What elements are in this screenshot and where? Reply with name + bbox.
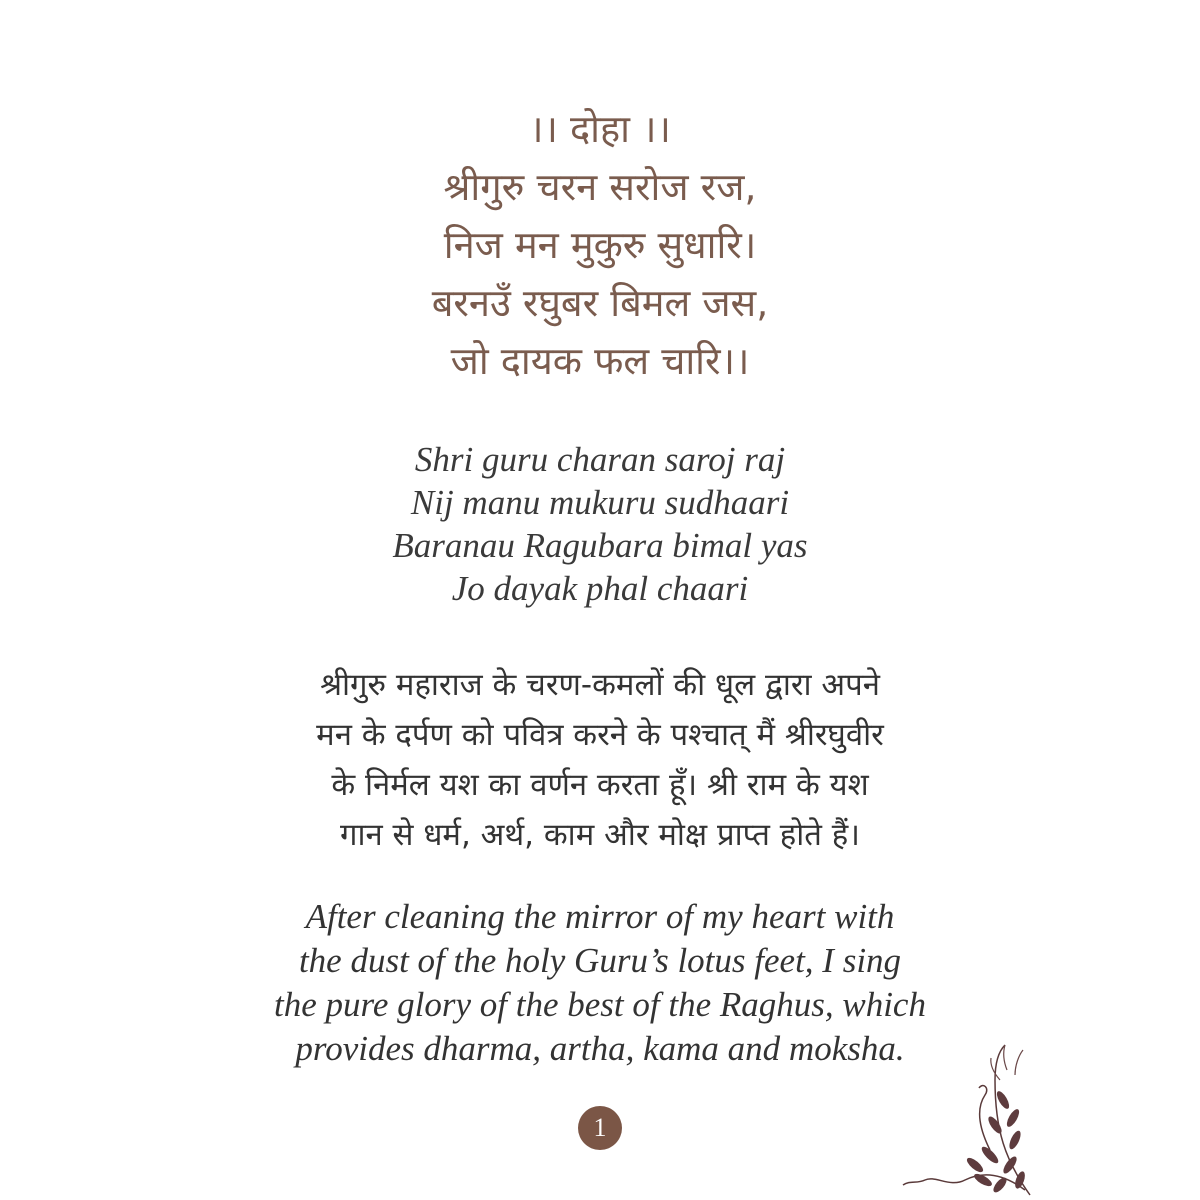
hindi-line: गान से धर्म, अर्थ, काम और मोक्ष प्राप्त होते हैं। [340,817,860,853]
translit-line: Baranau Ragubara bimal yas [392,526,808,565]
translit-line: Jo dayak phal chaari [451,569,749,608]
doha-verse [0,100,1200,390]
hindi-meaning [0,660,1200,860]
doha-line: निज मन मुकुरु सुधारि। [443,223,757,267]
english-line: provides dharma, artha, kama and moksha. [295,1029,905,1068]
doha-heading: ।। दोहा ।। [529,107,671,151]
doha-line: जो दायक फल चारि।। [450,339,750,383]
english-line: the dust of the holy Guru’s lotus feet, I sing [298,941,902,980]
vine-ornament-icon [895,1040,1035,1200]
translit-line: Nij manu mukuru sudhaari [410,483,790,522]
transliteration [0,438,1200,610]
doha-line: बरनउँ रघुबर बिमल जस, [431,281,769,325]
english-line: After cleaning the mirror of my heart with [305,897,895,936]
english-line: the pure glory of the best of the Raghus, which [274,985,926,1024]
page-number: 1 [578,1106,622,1150]
doha-line: श्रीगुरु चरन सरोज रज, [443,165,757,209]
translit-line: Shri guru charan saroj raj [414,440,786,479]
hindi-line: मन के दर्पण को पवित्र करने के पश्चात् मैं श्रीरघुवीर [316,717,884,753]
hindi-line: श्रीगुरु महाराज के चरण-कमलों की धूल द्वारा अपने [320,667,880,703]
hindi-line: के निर्मल यश का वर्णन करता हूँ। श्री राम के यश [331,767,869,803]
